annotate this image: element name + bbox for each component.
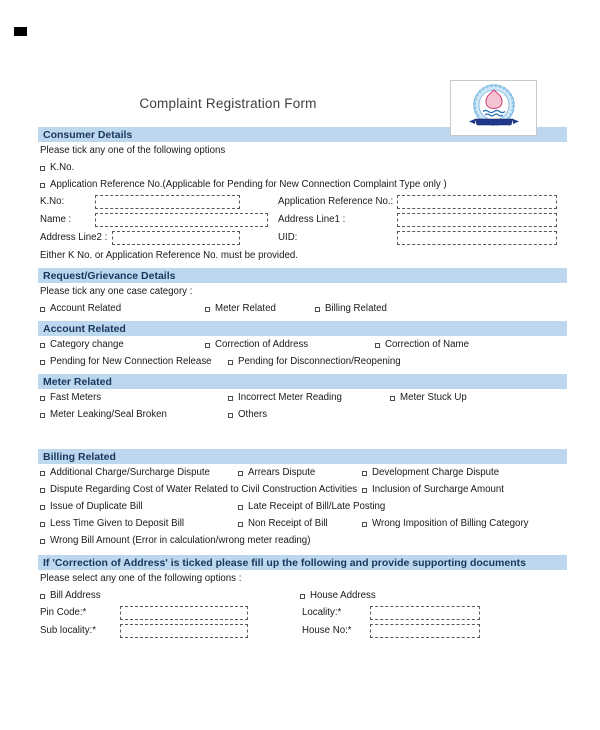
checkbox-icon[interactable] [300, 594, 305, 599]
house-no-field-label: House No:* [302, 625, 352, 636]
checkbox-icon[interactable] [205, 307, 210, 312]
consumer-instruction: Please tick any one of the following options [40, 145, 226, 156]
uid-input[interactable] [397, 231, 557, 245]
checkbox-label: Development Charge Dispute [372, 467, 500, 478]
checkbox-pending-new-connection-release[interactable] [40, 356, 228, 368]
name-input[interactable] [95, 213, 268, 227]
address-line1-field-label: Address Line1 : [278, 214, 346, 225]
checkbox-label: Non Receipt of Bill [248, 518, 328, 529]
consumer-option-row-1 [38, 159, 567, 176]
consumer-field-row-3 [38, 229, 567, 247]
checkbox-icon[interactable] [362, 488, 367, 493]
checkbox-meter-related[interactable] [205, 303, 315, 315]
consumer-field-row-1 [38, 193, 567, 211]
correction-field-row-1 [38, 604, 567, 622]
sub-locality-field-label: Sub locality:* [40, 625, 97, 636]
checkbox-option-application-reference[interactable] [40, 179, 565, 191]
checkbox-label: Meter Stuck Up [400, 392, 467, 403]
water-utility-emblem-icon [455, 82, 533, 134]
checkbox-correction-of-address[interactable] [205, 339, 375, 351]
kno-field-label: K.No: [40, 196, 65, 207]
checkbox-label: Category change [50, 339, 124, 350]
account-row-1 [38, 336, 567, 353]
meter-row-1 [38, 389, 567, 406]
checkbox-arrears-dispute[interactable] [238, 467, 362, 479]
checkbox-icon[interactable] [238, 522, 243, 527]
checkbox-icon[interactable] [228, 396, 233, 401]
checkbox-others[interactable] [228, 409, 565, 421]
grievance-case-category-row [38, 300, 567, 317]
checkbox-meter-leaking-seal-broken[interactable] [40, 409, 228, 421]
checkbox-label: Account Related [50, 303, 122, 314]
address-line1-input[interactable] [397, 213, 557, 227]
billing-row-4 [38, 515, 567, 532]
checkbox-icon[interactable] [40, 396, 45, 401]
checkbox-icon[interactable] [362, 471, 367, 476]
document-header [0, 0, 600, 127]
consumer-option-row-2 [38, 176, 567, 193]
checkbox-label: Fast Meters [50, 392, 102, 403]
billing-row-3 [38, 498, 567, 515]
checkbox-development-charge-dispute[interactable] [362, 467, 565, 479]
checkbox-non-receipt-of-bill[interactable] [238, 518, 362, 530]
checkbox-label: Correction of Address [215, 339, 309, 350]
address-line2-field-label: Address Line2 : [40, 232, 108, 243]
checkbox-label: Meter Leaking/Seal Broken [50, 409, 167, 420]
checkbox-correction-of-name[interactable] [375, 339, 565, 351]
checkbox-icon[interactable] [238, 505, 243, 510]
checkbox-label: Pending for New Connection Release [50, 356, 212, 367]
address-line2-input[interactable] [112, 231, 240, 245]
checkbox-label: Others [238, 409, 268, 420]
checkbox-icon[interactable] [40, 360, 45, 365]
checkbox-icon[interactable] [40, 539, 45, 544]
grievance-instruction: Please tick any one case category : [40, 286, 193, 297]
meter-row-2 [38, 406, 567, 423]
checkbox-icon[interactable] [40, 413, 45, 418]
consumer-field-row-2 [38, 211, 567, 229]
correction-option-row [38, 587, 567, 604]
section-header-consumer-details: Consumer Details [38, 127, 567, 142]
billing-row-2 [38, 481, 567, 498]
checkbox-label: Meter Related [215, 303, 276, 314]
checkbox-less-time-to-deposit-bill[interactable] [40, 518, 238, 530]
checkbox-house-address[interactable] [300, 590, 565, 602]
name-field-label: Name : [40, 214, 72, 225]
checkbox-additional-charge-surcharge-dispute[interactable] [40, 467, 238, 479]
page-title: Complaint Registration Form [139, 96, 317, 111]
checkbox-icon[interactable] [375, 343, 380, 348]
uid-field-label: UID: [278, 232, 298, 243]
house-no-input[interactable] [370, 624, 480, 638]
kno-input[interactable] [95, 195, 240, 209]
checkbox-bill-address[interactable] [40, 590, 300, 602]
account-row-2 [38, 353, 567, 370]
checkbox-icon[interactable] [238, 471, 243, 476]
checkbox-pending-disconnection-reopening[interactable] [228, 356, 565, 368]
checkbox-late-receipt-of-bill[interactable] [238, 501, 565, 513]
checkbox-icon[interactable] [40, 183, 45, 188]
billing-row-1 [38, 464, 567, 481]
pin-code-input[interactable] [120, 606, 248, 620]
checkbox-label: Application Reference No.(Applicable for Pending for New Connection Complaint Type only ) [50, 179, 447, 190]
checkbox-icon[interactable] [228, 360, 233, 365]
checkbox-inclusion-of-surcharge-amount[interactable] [362, 484, 565, 496]
checkbox-wrong-bill-amount[interactable] [40, 535, 565, 547]
checkbox-label: Pending for Disconnection/Reopening [238, 356, 401, 367]
checkbox-label: Wrong Imposition of Billing Category [372, 518, 529, 529]
checkbox-icon[interactable] [40, 166, 45, 171]
checkbox-icon[interactable] [362, 522, 367, 527]
checkbox-label: Late Receipt of Bill/Late Posting [248, 501, 386, 512]
checkbox-icon[interactable] [40, 488, 45, 493]
locality-field-label: Locality:* [302, 607, 342, 618]
sub-locality-input[interactable] [120, 624, 248, 638]
logo-frame [450, 80, 537, 136]
checkbox-option-kno[interactable] [40, 162, 565, 174]
pin-code-field-label: Pin Code:* [40, 607, 87, 618]
checkbox-label: K.No. [50, 162, 75, 173]
application-reference-field-label: Application Reference No.: [278, 196, 394, 207]
checkbox-icon[interactable] [315, 307, 320, 312]
checkbox-label: Bill Address [50, 590, 101, 601]
checkbox-category-change[interactable] [40, 339, 205, 351]
billing-row-5 [38, 532, 567, 549]
checkbox-label: Billing Related [325, 303, 387, 314]
section-header-correction-of-address: If 'Correction of Address' is ticked please fill up the following and provide supporting documents [38, 555, 567, 570]
checkbox-label: Incorrect Meter Reading [238, 392, 342, 403]
checkbox-dispute-cost-of-water-civil-construction[interactable] [40, 484, 362, 496]
checkbox-icon[interactable] [390, 396, 395, 401]
checkbox-label: Correction of Name [385, 339, 469, 350]
checkbox-fast-meters[interactable] [40, 392, 228, 404]
application-reference-input[interactable] [397, 195, 557, 209]
checkbox-label: Additional Charge/Surcharge Dispute [50, 467, 210, 478]
checkbox-icon[interactable] [40, 505, 45, 510]
section-header-account-related: Account Related [38, 321, 567, 336]
checkbox-incorrect-meter-reading[interactable] [228, 392, 390, 404]
checkbox-label: Wrong Bill Amount (Error in calculation/wrong meter reading) [50, 535, 311, 546]
checkbox-icon[interactable] [228, 413, 233, 418]
checkbox-icon[interactable] [205, 343, 210, 348]
checkbox-icon[interactable] [40, 522, 45, 527]
checkbox-label: Less Time Given to Deposit Bill [50, 518, 185, 529]
correction-instruction: Please select any one of the following options : [40, 573, 242, 584]
checkbox-icon[interactable] [40, 343, 45, 348]
checkbox-account-related[interactable] [40, 303, 205, 315]
checkbox-icon[interactable] [40, 594, 45, 599]
section-header-billing-related: Billing Related [38, 449, 567, 464]
checkbox-wrong-imposition-billing-category[interactable] [362, 518, 565, 530]
checkbox-label: House Address [310, 590, 376, 601]
checkbox-icon[interactable] [40, 471, 45, 476]
locality-input[interactable] [370, 606, 480, 620]
consumer-note: Either K No. or Application Reference No. must be provided. [40, 250, 298, 261]
checkbox-issue-of-duplicate-bill[interactable] [40, 501, 238, 513]
checkbox-meter-stuck-up[interactable] [390, 392, 565, 404]
section-header-request-grievance-details: Request/Grievance Details [38, 268, 567, 283]
checkbox-label: Dispute Regarding Cost of Water Related to Civil Construction Activities [50, 484, 358, 495]
correction-field-row-2 [38, 622, 567, 640]
checkbox-label: Arrears Dispute [248, 467, 316, 478]
section-header-meter-related: Meter Related [38, 374, 567, 389]
checkbox-label: Issue of Duplicate Bill [50, 501, 143, 512]
checkbox-icon[interactable] [40, 307, 45, 312]
checkbox-billing-related[interactable] [315, 303, 565, 315]
checkbox-label: Inclusion of Surcharge Amount [372, 484, 504, 495]
